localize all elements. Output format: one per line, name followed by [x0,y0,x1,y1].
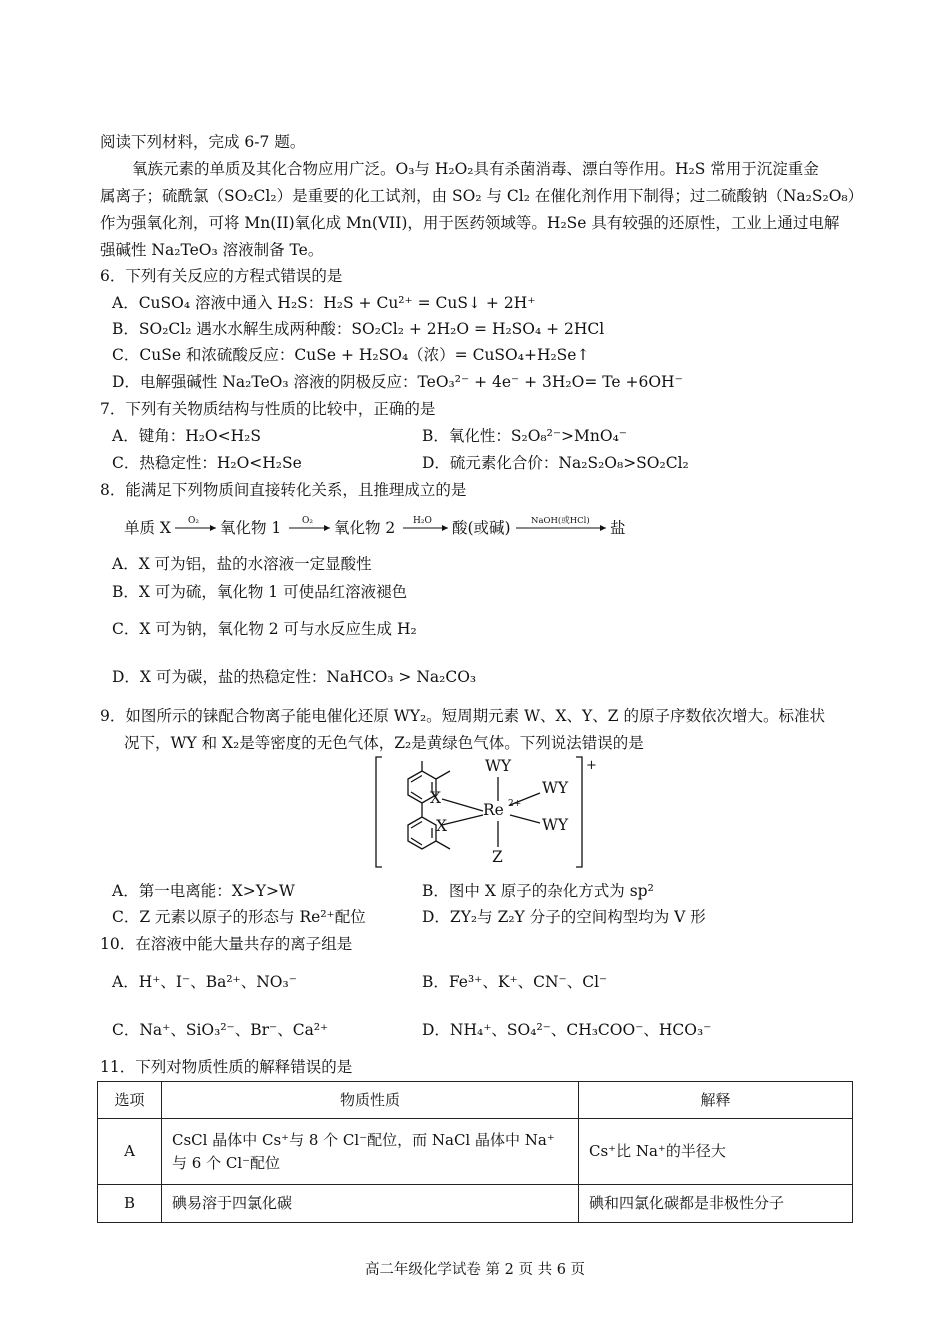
material-line-3: 作为强氧化剂，可将 Mn(II)氧化成 Mn(VII)，用于医药领域等。H₂Se 具有较强的还原性，工业上通过电解 [100,214,840,232]
table-row [98,1119,853,1185]
chain-acid: 酸(或碱) [452,519,511,537]
q7-stem: 7．下列有关物质结构与性质的比较中，正确的是 [100,400,436,418]
right-bracket [576,757,582,867]
ligand-wy-right-1: WY [542,779,569,797]
chain-arrow-2-label: O₂ [302,516,313,526]
chain-salt: 盐 [610,519,626,537]
chain-arrowhead-4 [600,525,606,531]
header-option: 选项 [98,1082,162,1119]
row-explanation: 碘和四氯化碳都是非极性分子 [579,1185,853,1223]
q9-option-b: B．图中 X 原子的杂化方式为 sp² [422,882,654,900]
q10-option-c: C．Na⁺、SiO₃²⁻、Br⁻、Ca²⁺ [112,1021,329,1039]
page-footer: 高二年级化学试卷 第 2 页 共 6 页 [364,1262,586,1278]
material-line-4: 强碱性 Na₂TeO₃ 溶液制备 Te。 [100,241,324,259]
q6-option-c: C．CuSe 和浓硫酸反应：CuSe + H₂SO₄（浓）= CuSO₄+H₂Se↑ [112,346,590,364]
chain-arrow-4-label: NaOH(或HCl) [531,516,590,526]
donor-atom-x2: X [436,817,448,835]
material-line-1: 氧族元素的单质及其化合物应用广泛。O₃与 H₂O₂具有杀菌消毒、漂白等作用。H₂S 常用于沉淀重金 [132,160,819,178]
q7-option-c: C．热稳定性：H₂O<H₂Se [112,454,302,472]
q7-option-b: B．氧化性：S₂O₈²⁻>MnO₄⁻ [422,427,627,445]
metal-charge: 2+ [508,799,522,809]
chain-start: 单质 X [124,519,171,537]
chain-arrowhead-3 [442,525,448,531]
donor-atom-x1: X [430,789,442,807]
q6-option-a: A．CuSO₄ 溶液中通入 H₂S：H₂S + Cu²⁺ = CuS↓ + 2H⁺ [112,294,536,312]
rhenium-complex-figure [370,755,615,870]
q7-option-a: A．键角：H₂O<H₂S [112,427,261,445]
lower-methyl-bond [436,841,450,849]
q9-stem-line-2: 况下，WY 和 X₂是等密度的无色气体，Z₂是黄绿色气体。下列说法错误的是 [124,734,644,752]
chain-oxide-1: 氧化物 1 [220,519,282,537]
table-row [98,1185,853,1223]
chain-arrow-3-label: H₂O [413,516,432,526]
chain-arrowhead-2 [324,525,330,531]
q9-stem-line-1: 9．如图所示的铼配合物离子能电催化还原 WY₂。短周期元素 W、X、Y、Z 的原子序数依次增大。标准状 [100,707,825,725]
x1-re-bond [442,799,483,811]
q7-option-d: D．硫元素化合价：Na₂S₂O₈>SO₂Cl₂ [422,454,689,472]
x2-re-bond [442,815,483,825]
q8-option-c: C．X 可为钠，氧化物 2 可与水反应生成 H₂ [112,620,417,638]
material-line-2: 属离子；硫酰氯（SO₂Cl₂）是重要的化工试剂，由 SO₂ 与 Cl₂ 在催化剂作用下制得；过二硫酸钠（Na₂S₂O₈） [100,187,864,205]
upper-ring-ext-bond [436,771,450,779]
header-property: 物质性质 [162,1082,579,1119]
row-property: 碘易溶于四氯化碳 [162,1185,579,1223]
upper-ring-double-bonds [411,776,432,800]
q8-option-a: A．X 可为铝，盐的水溶液一定显酸性 [112,555,372,573]
header-explanation: 解释 [579,1082,853,1119]
ligand-wy-top: WY [485,757,512,775]
ligand-z-bottom: Z [492,848,503,866]
q9-option-d: D．ZY₂与 Z₂Y 分子的空间构型均为 V 形 [422,908,706,926]
left-bracket [376,757,382,867]
ligand-wy-right-2: WY [542,816,569,834]
q11-stem: 11．下列对物质性质的解释错误的是 [100,1058,353,1076]
q6-option-d: D．电解强碱性 Na₂TeO₃ 溶液的阴极反应：TeO₃²⁻ + 4e⁻ + 3H₂O= Te +6OH⁻ [112,373,683,391]
q10-option-a: A．H⁺、I⁻、Ba²⁺、NO₃⁻ [112,973,297,991]
q10-stem: 10．在溶液中能大量共存的离子组是 [100,935,353,953]
row-option: B [98,1185,162,1223]
q8-option-d: D．X 可为碳，盐的热稳定性：NaHCO₃ > Na₂CO₃ [112,668,477,686]
q11-table [97,1081,853,1223]
q10-option-d: D．NH₄⁺、SO₄²⁻、CH₃COO⁻、HCO₃⁻ [422,1021,712,1039]
metal-center: Re [483,801,504,819]
lower-ring-double-bonds [411,822,432,846]
q8-stem: 8．能满足下列物质间直接转化关系，且推理成立的是 [100,481,467,499]
q9-option-c: C．Z 元素以原子的形态与 Re²⁺配位 [112,908,366,926]
q6-stem: 6．下列有关反应的方程式错误的是 [100,267,343,285]
row-explanation: Cs⁺比 Na⁺的半径大 [579,1119,853,1185]
q8-option-b: B．X 可为硫，氧化物 1 可使品红溶液褪色 [112,583,408,601]
row-property: CsCl 晶体中 Cs⁺与 8 个 Cl⁻配位，而 NaCl 晶体中 Na⁺与 6 个 Cl⁻配位 [162,1119,579,1185]
q10-option-b: B．Fe³⁺、K⁺、CN⁻、Cl⁻ [422,973,608,991]
table-header-row [98,1082,853,1119]
re-wy-right2-bond [510,815,540,823]
reading-lead: 阅读下列材料，完成 6-7 题。 [100,133,306,151]
chain-arrowhead-1 [210,525,216,531]
q9-option-a: A．第一电离能：X>Y>W [112,882,295,900]
q6-option-b: B．SO₂Cl₂ 遇水水解生成两种酸：SO₂Cl₂ + 2H₂O = H₂SO₄ + 2HCl [112,320,605,338]
row-option: A [98,1119,162,1185]
chain-oxide-2: 氧化物 2 [334,519,396,537]
complex-charge: + [586,758,597,773]
chain-arrow-1-label: O₂ [188,516,199,526]
q8-transformation-chain [124,510,644,544]
